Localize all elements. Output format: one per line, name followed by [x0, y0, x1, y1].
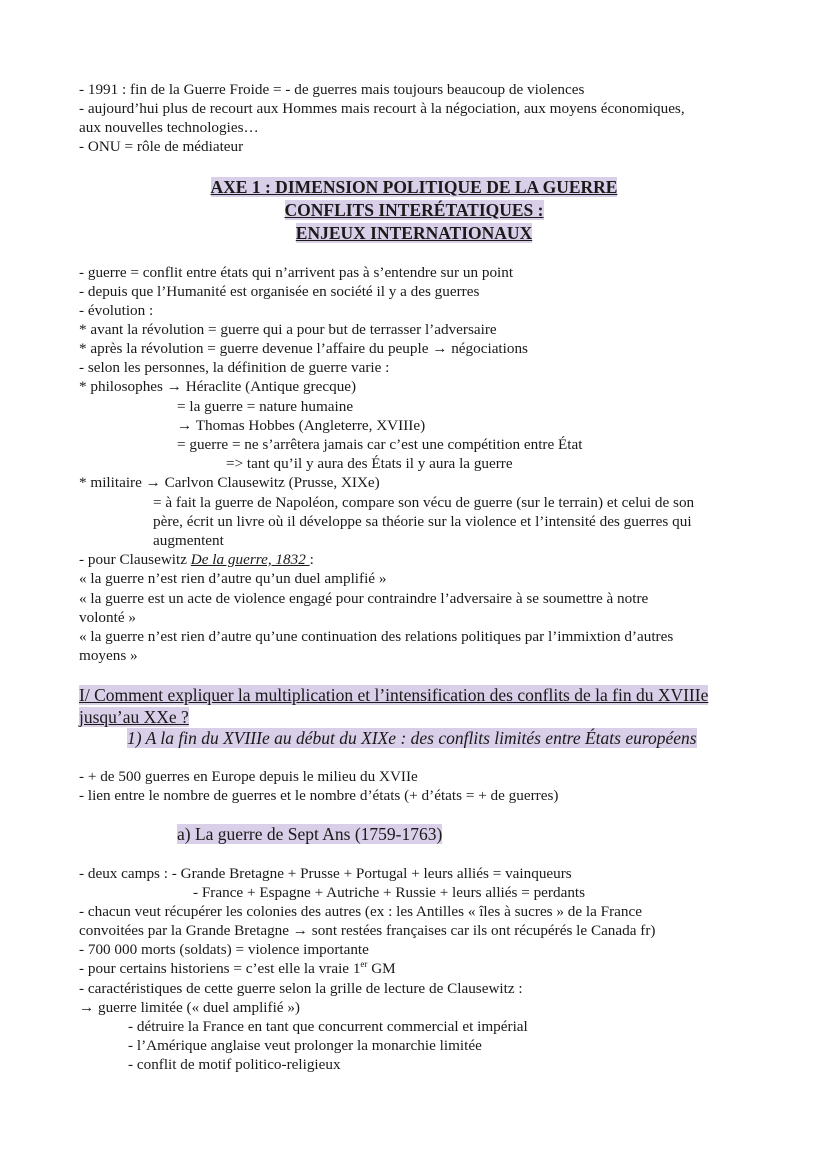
body-line: * avant la révolution = guerre qui a pour but de terrasser l’adversaire — [79, 321, 497, 338]
body-line: - pour certains historiens = c’est elle la vraie 1er GM — [79, 958, 396, 977]
quote-line: moyens » — [79, 647, 138, 664]
body-line: - selon les personnes, la définition de guerre varie : — [79, 359, 390, 376]
clausewitz-line: - pour Clausewitz De la guerre, 1832 : — [79, 551, 314, 568]
section-heading-line2: jusqu’au XXe ? — [79, 707, 189, 727]
body-line: - chacun veut récupérer les colonies des autres (ex : les Antilles « îles à sucres » de la France — [79, 903, 642, 920]
body-line: = à fait la guerre de Napoléon, compare son vécu de guerre (sur le terrain) et celui de son — [153, 494, 695, 511]
body-line: * philosophes → Héraclite (Antique grecque) — [79, 378, 357, 395]
body-line: père, écrit un livre où il développe sa théorie sur la violence et l’intensité des guerres qui — [153, 513, 692, 530]
book-title: De la guerre, 1832 — [190, 551, 310, 568]
body-line: → Thomas Hobbes (Angleterre, XVIIIe) — [177, 417, 426, 434]
body-line: - caractéristiques de cette guerre selon la grille de lecture de Clausewitz : — [79, 980, 523, 997]
body-line: - l’Amérique anglaise veut prolonger la monarchie limitée — [128, 1037, 482, 1054]
body-line: * après la révolution = guerre devenue l’affaire du peuple → négociations — [79, 340, 528, 357]
quote-line: « la guerre n’est rien d’autre qu’une continuation des relations politiques par l’immixtion d’autres — [79, 628, 674, 645]
body-line: - 700 000 morts (soldats) = violence importante — [79, 941, 369, 958]
axe-title-line3: ENJEUX INTERNATIONAUX — [295, 223, 533, 243]
body-line: - lien entre le nombre de guerres et le nombre d’états (+ d’états = + de guerres) — [79, 787, 559, 804]
subsection-heading: 1) A la fin du XVIIIe au début du XIXe : des conflits limités entre États européens — [127, 728, 697, 748]
body-line: => tant qu’il y aura des États il y aura la guerre — [226, 455, 513, 472]
body-line: - conflit de motif politico-religieux — [128, 1056, 341, 1073]
body-line: * militaire → Carlvon Clausewitz (Prusse, XIXe) — [79, 474, 380, 491]
intro-line: - 1991 : fin de la Guerre Froide = - de guerres mais toujours beaucoup de violences — [79, 81, 585, 98]
body-line: = guerre = ne s’arrêtera jamais car c’est une compétition entre État — [177, 436, 583, 453]
body-line: - France + Espagne + Autriche + Russie + leurs alliés = perdants — [193, 884, 586, 901]
body-line: - deux camps : - Grande Bretagne + Prusse + Portugal + leurs alliés = vainqueurs — [79, 865, 572, 882]
body-line: - évolution : — [79, 302, 154, 319]
intro-line: - ONU = rôle de médiateur — [79, 138, 244, 155]
quote-line: « la guerre est un acte de violence engagé pour contraindre l’adversaire à se soumettre à notre — [79, 590, 649, 607]
intro-line: aux nouvelles technologies… — [79, 119, 259, 136]
body-line: - depuis que l’Humanité est organisée en société il y a des guerres — [79, 283, 480, 300]
quote-line: « la guerre n’est rien d’autre qu’un duel amplifié » — [79, 570, 387, 587]
body-line: - détruire la France en tant que concurrent commercial et impérial — [128, 1018, 528, 1035]
axe-title-line1: AXE 1 : DIMENSION POLITIQUE DE LA GUERRE — [210, 177, 618, 197]
axe-title-line2: CONFLITS INTERÉTATIQUES : — [284, 200, 544, 220]
subsubsection-heading: a) La guerre de Sept Ans (1759-1763) — [177, 824, 443, 844]
body-line: - + de 500 guerres en Europe depuis le milieu du XVIIe — [79, 768, 418, 785]
body-line: = la guerre = nature humaine — [177, 398, 354, 415]
section-heading-line1: I/ Comment expliquer la multiplication et l’intensification des conflits de la fin du XVIIIe — [79, 685, 709, 705]
body-line: → guerre limitée (« duel amplifié ») — [79, 999, 300, 1016]
body-line: augmentent — [153, 532, 224, 549]
body-line: convoitées par la Grande Bretagne → sont restées françaises car ils ont récupérés le Canada fr) — [79, 922, 656, 939]
intro-line: - aujourd’hui plus de recourt aux Hommes mais recourt à la négociation, aux moyens économiques, — [79, 100, 685, 117]
body-line: - guerre = conflit entre états qui n’arrivent pas à s’entendre sur un point — [79, 264, 514, 281]
quote-line: volonté » — [79, 609, 136, 626]
